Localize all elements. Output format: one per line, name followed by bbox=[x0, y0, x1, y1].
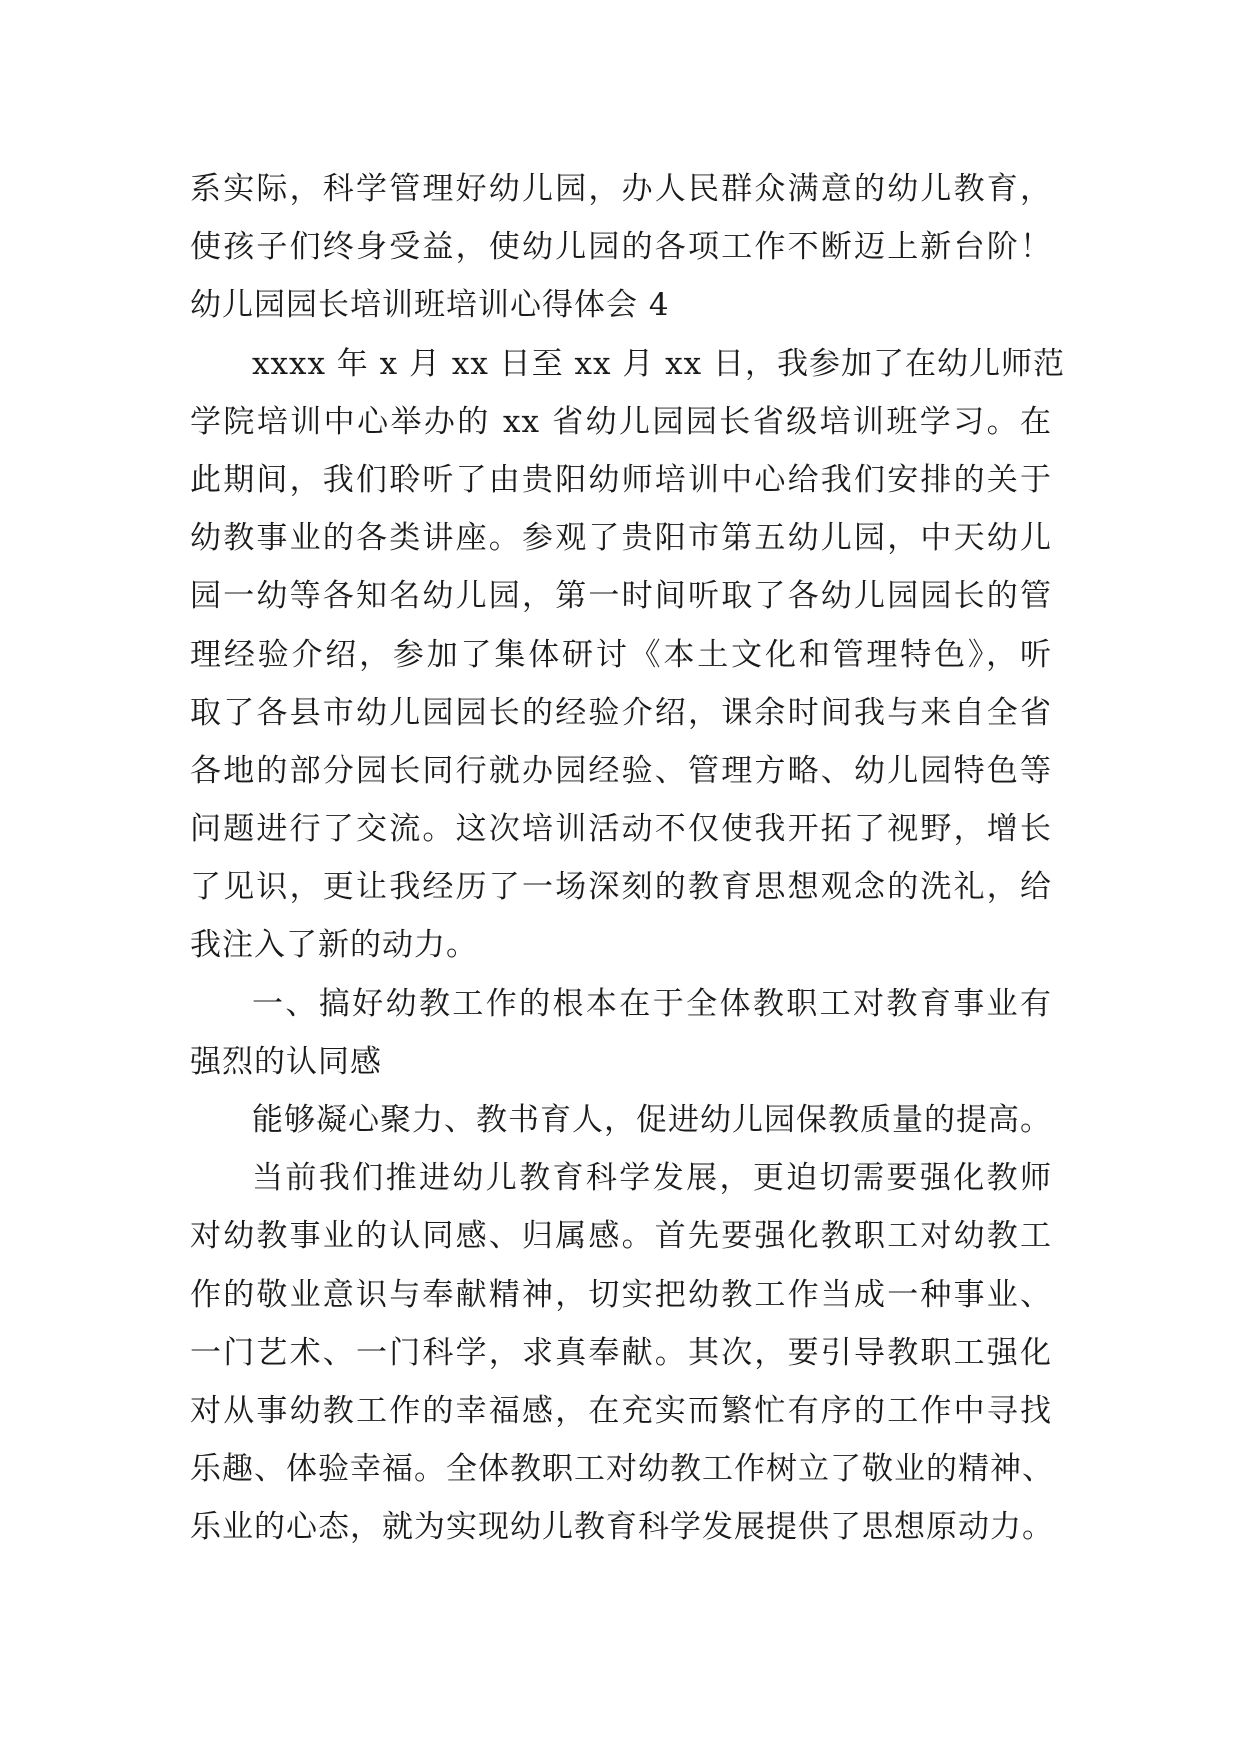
text-line: 使孩子们终身受益，使幼儿园的各项工作不断迈上新台阶！ bbox=[190, 229, 1052, 266]
text-line: 取了各县市幼儿园园长的经验介绍，课余时间我与来自全省 bbox=[190, 694, 1052, 731]
text-line: 各地的部分园长同行就办园经验、管理方略、幼儿园特色等 bbox=[190, 752, 1052, 789]
text-line: 理经验介绍，参加了集体研讨《本土文化和管理特色》，听 bbox=[190, 636, 1052, 673]
text-line: 此期间，我们聆听了由贵阳幼师培训中心给我们安排的关于 bbox=[190, 461, 1052, 498]
text-line: 对幼教事业的认同感、归属感。首先要强化教职工对幼教工 bbox=[190, 1218, 1052, 1255]
text-line: 园一幼等各知名幼儿园，第一时间听取了各幼儿园园长的管 bbox=[190, 578, 1052, 615]
document-body bbox=[190, 160, 1065, 1557]
text-line: 学院培训中心举办的 xx 省幼儿园园长省级培训班学习。在 bbox=[190, 403, 1052, 440]
text-line: 一门艺术、一门科学，求真奉献。其次，要引导教职工强化 bbox=[190, 1334, 1052, 1371]
text-line: 当前我们推进幼儿教育科学发展，更迫切需要强化教师 bbox=[252, 1160, 1052, 1197]
text-line: 乐业的心态，就为实现幼儿教育科学发展提供了思想原动力。 bbox=[190, 1509, 1054, 1546]
text-line: 我注入了新的动力。 bbox=[190, 927, 478, 964]
text-line: 乐趣、体验幸福。全体教职工对幼教工作树立了敬业的精神、 bbox=[190, 1451, 1054, 1488]
text-line: 幼儿园园长培训班培训心得体会 4 bbox=[190, 287, 670, 324]
text-line: xxxx 年 x 月 xx 日至 xx 月 xx 日，我参加了在幼儿师范 bbox=[252, 345, 1065, 382]
text-line: 强烈的认同感 bbox=[190, 1043, 382, 1080]
text-line: 了见识，更让我经历了一场深刻的教育思想观念的洗礼，给 bbox=[190, 869, 1052, 906]
text-line: 能够凝心聚力、教书育人，促进幼儿园保教质量的提高。 bbox=[252, 1102, 1052, 1138]
text-line: 幼教事业的各类讲座。参观了贵阳市第五幼儿园，中天幼儿 bbox=[190, 520, 1052, 557]
text-line: 问题进行了交流。这次培训活动不仅使我开拓了视野，增长 bbox=[190, 811, 1052, 848]
text-line: 一、搞好幼教工作的根本在于全体教职工对教育事业有 bbox=[252, 985, 1052, 1022]
text-line: 作的敬业意识与奉献精神，切实把幼教工作当成一种事业、 bbox=[190, 1276, 1052, 1313]
text-line: 对从事幼教工作的幸福感，在充实而繁忙有序的工作中寻找 bbox=[190, 1392, 1052, 1429]
text-line: 系实际，科学管理好幼儿园，办人民群众满意的幼儿教育， bbox=[190, 171, 1052, 207]
